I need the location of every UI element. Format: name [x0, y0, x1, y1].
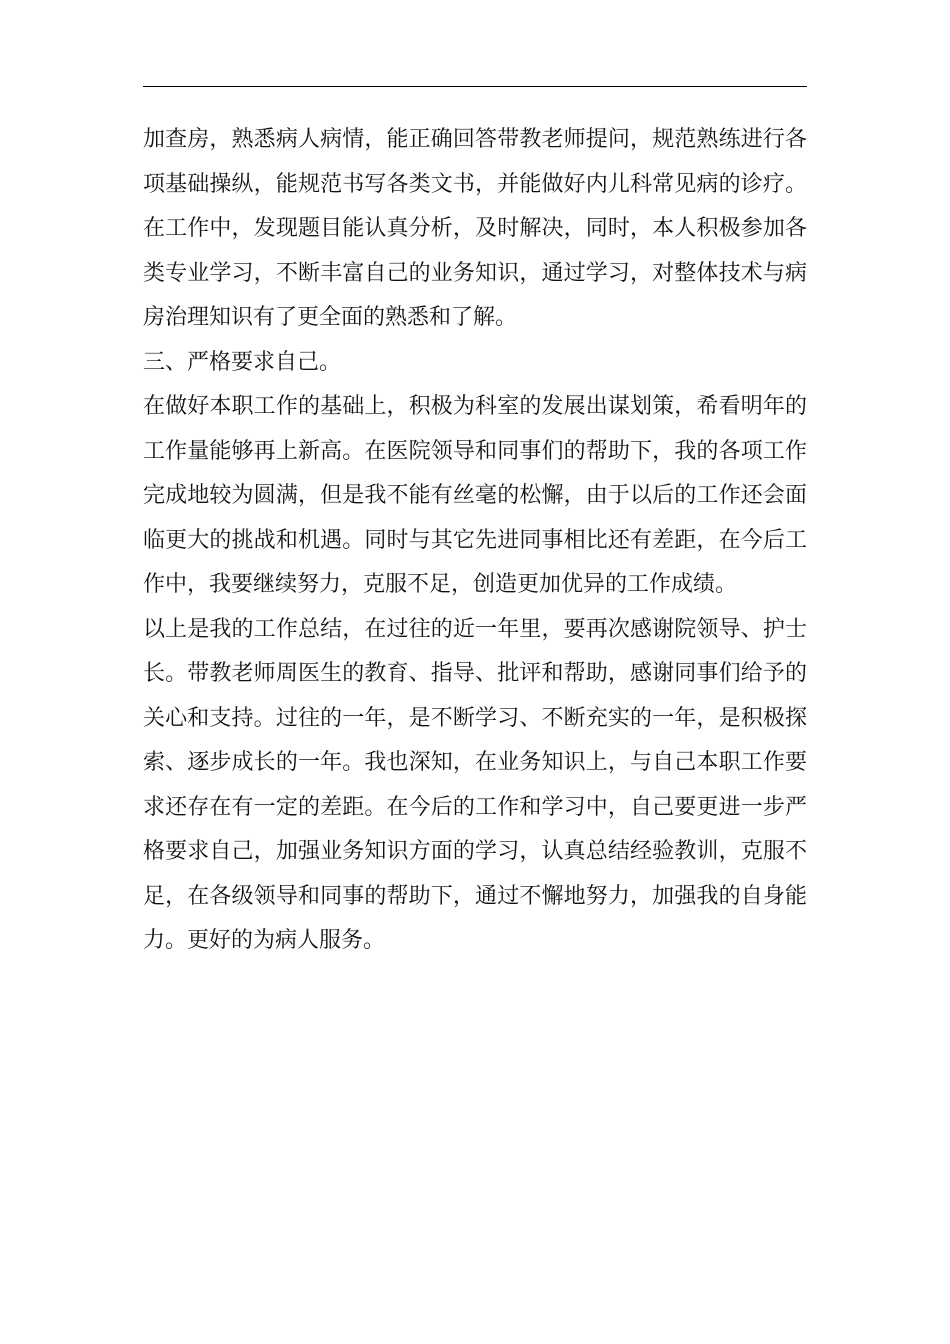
paragraph-strict-self: 在做好本职工作的基础上，积极为科室的发展出谋划策，希看明年的工作量能够再上新高。在医院领导和同事们的帮助下，我的各项工作完成地较为圆满，但是我不能有丝毫的松懈，由于以后的工作还会面临更大的挑战和机遇。同时与其它先进同事相比还有差距，在今后工作中，我要继续努力，克服不足，创造更加优异的工作成绩。	[143, 394, 807, 597]
section-heading-strict-self: 三、严格要求自己。	[143, 349, 342, 375]
header-rule	[143, 86, 807, 87]
paragraph-summary: 以上是我的工作总结，在过往的近一年里，要再次感谢院领导、护士长。带教老师周医生的教育、指导、批评和帮助，感谢同事们给予的关心和支持。过往的一年，是不断学习、不断充实的一年，是积极探索、逐步成长的一年。我也深知，在业务知识上，与自己本职工作要求还存在有一定的差距。在今后的工作和学习中，自己要更进一步严格要求自己，加强业务知识方面的学习，认真总结经验教训，克服不足，在各级领导和同事的帮助下，通过不懈地努力，加强我的自身能力。更好的为病人服务。	[143, 616, 807, 953]
paragraph-work-learning: 加查房，熟悉病人病情，能正确回答带教老师提问，规范熟练进行各项基础操纵，能规范书写各类文书，并能做好内儿科常见病的诊疗。在工作中，发现题目能认真分析，及时解决，同时，本人积极参加各类专业学习，不断丰富自己的业务知识，通过学习，对整体技术与病房治理知识有了更全面的熟悉和了解。	[143, 127, 807, 330]
document-body	[143, 118, 807, 964]
